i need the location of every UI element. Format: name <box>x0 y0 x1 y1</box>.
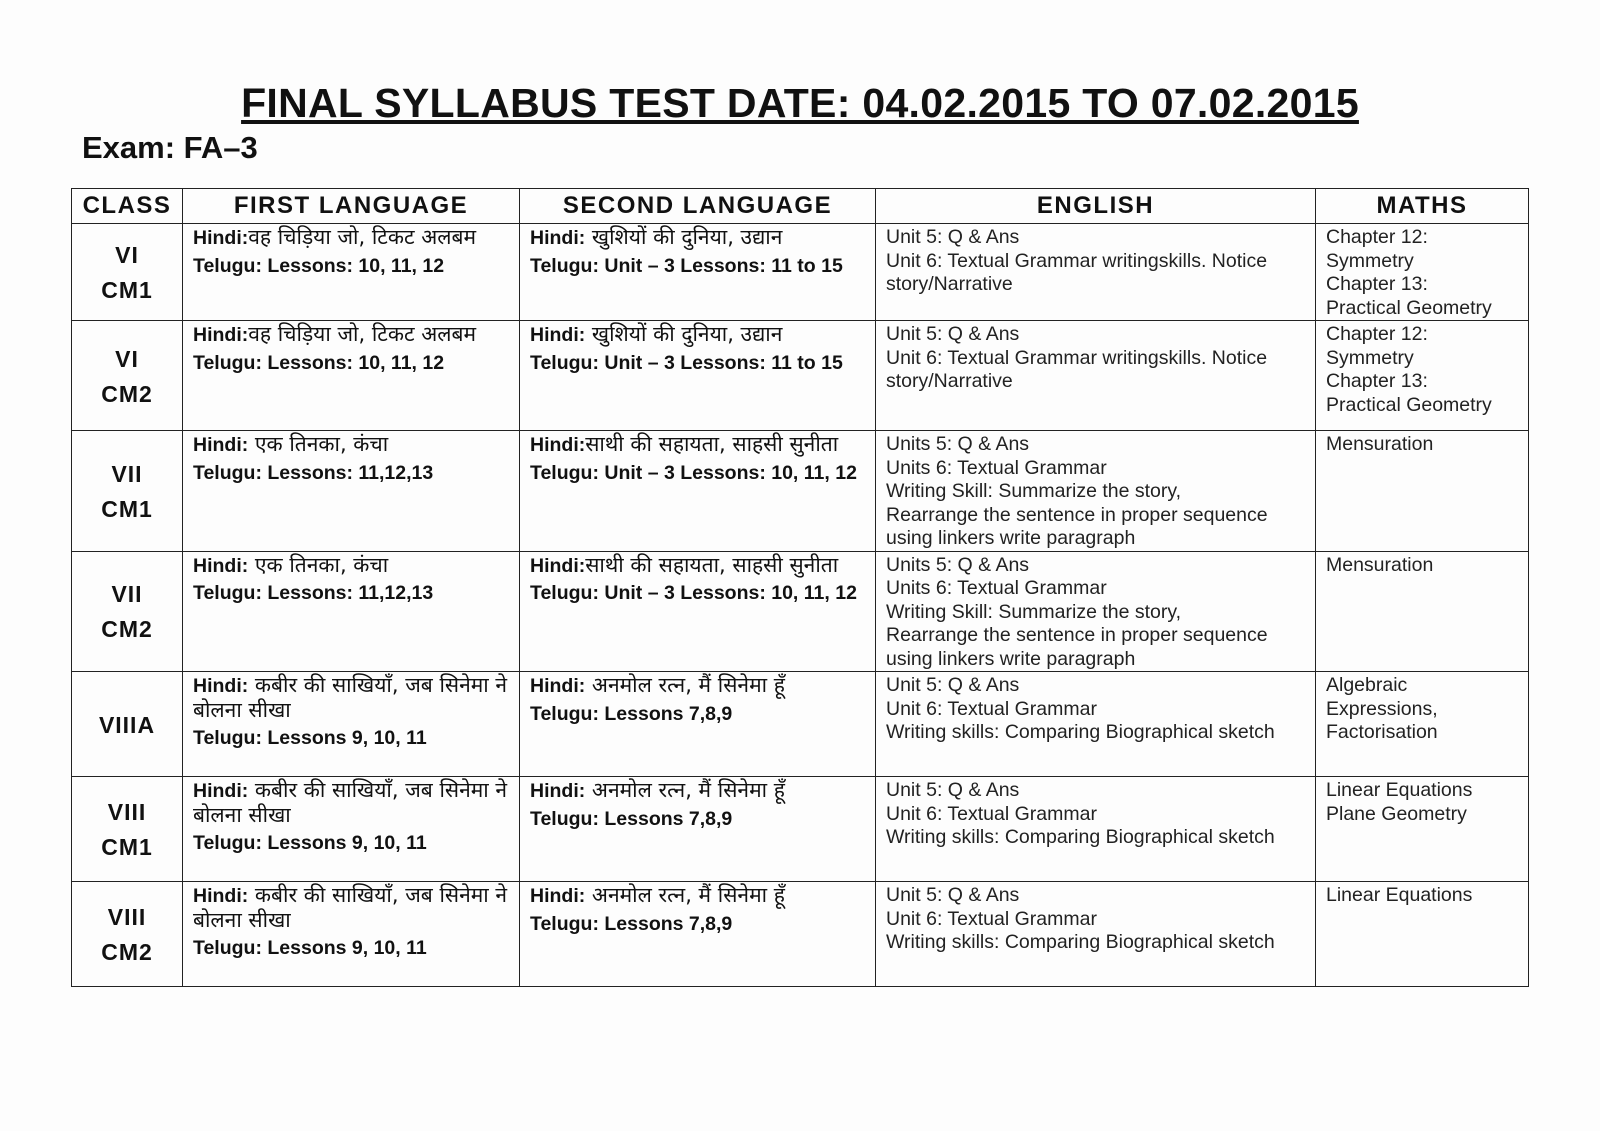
hindi-line <box>530 884 865 909</box>
english-line: Writing Skill: Summarize the story, <box>886 600 1182 623</box>
hindi-label: Hindi: <box>530 780 586 802</box>
table-row <box>72 431 1529 552</box>
maths-line: Linear Equations <box>1326 884 1473 906</box>
telugu-line: Telugu: Unit – 3 Lessons: 11 to 15 <box>530 254 843 277</box>
first-language-cell <box>183 224 520 321</box>
telugu-line: Telugu: Lessons 9, 10, 11 <box>193 832 427 854</box>
telugu-line: Telugu: Lessons 9, 10, 11 <box>193 727 427 749</box>
english-cell <box>876 672 1316 777</box>
header-class: CLASS <box>72 189 183 224</box>
maths-line: Expressions, <box>1326 697 1438 720</box>
header-second-language: SECOND LANGUAGE <box>520 189 876 224</box>
hindi-label: Hindi: <box>530 885 586 907</box>
english-line: Unit 5: Q & Ans <box>886 779 1020 801</box>
hindi-line <box>530 554 865 579</box>
english-cell <box>876 431 1316 552</box>
first-language-cell <box>183 672 520 777</box>
second-language-cell <box>520 224 876 321</box>
hindi-line <box>193 433 509 458</box>
hindi-label: Hindi: <box>530 434 586 456</box>
english-line: Unit 5: Q & Ans <box>886 674 1020 696</box>
english-line: Units 5: Q & Ans <box>886 553 1030 576</box>
maths-cell <box>1316 551 1529 672</box>
class-name: VII <box>111 581 143 608</box>
hindi-line <box>193 779 509 828</box>
english-cell <box>876 777 1316 882</box>
hindi-text: साथी की सहायता, साहसी सुनीता <box>585 432 839 456</box>
second-language-cell <box>520 882 876 987</box>
second-language-cell <box>520 672 876 777</box>
maths-line: Chapter 12: <box>1326 226 1428 248</box>
hindi-label: Hindi: <box>193 780 249 802</box>
second-language-cell <box>520 551 876 672</box>
hindi-text: कबीर की साखियाँ, जब सिनेमा ने बोलना सीखा <box>193 778 508 827</box>
class-cell <box>72 882 183 987</box>
maths-line: Symmetry <box>1326 249 1414 272</box>
english-line: Unit 6: Textual Grammar writingskills. Notice story/Narrative <box>886 249 1268 295</box>
class-section: CM1 <box>101 834 153 860</box>
class-section: CM2 <box>101 380 153 407</box>
maths-line: Mensuration <box>1326 553 1434 576</box>
english-cell <box>876 551 1316 672</box>
maths-line: Chapter 13: <box>1326 273 1428 295</box>
hindi-label: Hindi: <box>193 554 249 577</box>
hindi-text: एक तिनका, कंचा <box>248 432 389 456</box>
hindi-line <box>193 323 509 348</box>
telugu-line: Telugu: Lessons 7,8,9 <box>530 702 733 725</box>
english-line: Unit 5: Q & Ans <box>886 884 1020 906</box>
english-line: Unit 5: Q & Ans <box>886 226 1020 248</box>
hindi-text: अनमोल रत्न, मैं सिनेमा हूँ <box>585 778 785 802</box>
telugu-line: Telugu: Lessons: 10, 11, 12 <box>193 351 445 374</box>
english-line: Units 6: Textual Grammar <box>886 577 1107 599</box>
english-line: Writing skills: Comparing Biographical sketch <box>886 931 1275 953</box>
first-language-cell <box>183 431 520 552</box>
hindi-label: Hindi: <box>193 227 249 249</box>
english-line: Writing Skill: Summarize the story, <box>886 480 1182 502</box>
class-name: VIII <box>107 904 147 930</box>
english-line: Unit 6: Textual Grammar <box>886 907 1097 930</box>
hindi-label: Hindi: <box>530 324 586 346</box>
english-line: Rearrange the sentence in proper sequence using linkers write paragraph <box>886 503 1268 549</box>
hindi-text: कबीर की साखियाँ, जब सिनेमा ने बोलना सीखा <box>193 883 508 932</box>
second-language-cell <box>520 777 876 882</box>
class-name: VIII <box>107 799 147 825</box>
hindi-label: Hindi: <box>193 434 249 456</box>
hindi-line <box>530 433 865 458</box>
hindi-label: Hindi: <box>530 227 586 249</box>
first-language-cell <box>183 321 520 431</box>
first-language-cell <box>183 777 520 882</box>
table-row <box>72 882 1529 987</box>
table-row <box>72 321 1529 431</box>
header-first-language: FIRST LANGUAGE <box>183 189 520 224</box>
hindi-label: Hindi: <box>530 554 586 577</box>
second-language-cell <box>520 321 876 431</box>
hindi-line <box>193 884 509 933</box>
class-cell <box>72 672 183 777</box>
maths-line: Practical Geometry <box>1326 393 1492 416</box>
maths-line: Chapter 13: <box>1326 370 1428 392</box>
maths-line: Symmetry <box>1326 346 1414 369</box>
class-section: CM2 <box>101 616 153 643</box>
class-name: VI <box>115 242 139 268</box>
hindi-label: Hindi: <box>193 675 249 697</box>
class-section: CM1 <box>101 277 153 303</box>
english-cell <box>876 882 1316 987</box>
hindi-line <box>530 323 865 348</box>
hindi-line <box>193 226 509 251</box>
telugu-line: Telugu: Lessons: 11,12,13 <box>193 461 434 484</box>
hindi-text: एक तिनका, कंचा <box>248 552 389 577</box>
table-row <box>72 224 1529 321</box>
class-cell <box>72 321 183 431</box>
english-cell <box>876 224 1316 321</box>
maths-line: Algebraic <box>1326 674 1408 696</box>
telugu-line: Telugu: Lessons 7,8,9 <box>530 912 733 935</box>
class-cell <box>72 431 183 552</box>
first-language-cell <box>183 551 520 672</box>
page-title: FINAL SYLLABUS TEST DATE: 04.02.2015 TO 07.02.2015 <box>241 80 1359 126</box>
telugu-line: Telugu: Unit – 3 Lessons: 10, 11, 12 <box>530 461 857 484</box>
hindi-line <box>193 674 509 723</box>
maths-line: Chapter 12: <box>1326 323 1428 345</box>
english-line: Units 5: Q & Ans <box>886 433 1030 455</box>
maths-line: Factorisation <box>1326 721 1438 743</box>
hindi-line <box>530 674 865 699</box>
maths-cell <box>1316 777 1529 882</box>
second-language-cell <box>520 431 876 552</box>
hindi-label: Hindi: <box>193 885 249 907</box>
maths-line: Mensuration <box>1326 433 1434 455</box>
english-line: Rearrange the sentence in proper sequence using linkers write paragraph <box>886 624 1268 670</box>
english-line: Unit 6: Textual Grammar <box>886 697 1097 720</box>
maths-line: Linear Equations <box>1326 779 1473 801</box>
hindi-text: अनमोल रत्न, मैं सिनेमा हूँ <box>585 673 785 697</box>
class-cell <box>72 551 183 672</box>
hindi-text: कबीर की साखियाँ, जब सिनेमा ने बोलना सीखा <box>193 673 508 722</box>
telugu-line: Telugu: Unit – 3 Lessons: 10, 11, 12 <box>530 582 857 604</box>
telugu-line: Telugu: Lessons 9, 10, 11 <box>193 937 427 959</box>
header-english: ENGLISH <box>876 189 1316 224</box>
english-cell <box>876 321 1316 431</box>
hindi-line <box>193 554 509 579</box>
hindi-label: Hindi: <box>530 675 586 697</box>
hindi-text: वह चिड़िया जो, टिकट अलबम <box>248 322 477 346</box>
maths-cell <box>1316 882 1529 987</box>
class-cell <box>72 777 183 882</box>
exam-label: Exam: FA–3 <box>82 130 258 165</box>
hindi-line <box>530 226 865 251</box>
telugu-line: Telugu: Unit – 3 Lessons: 11 to 15 <box>530 351 843 374</box>
maths-cell <box>1316 672 1529 777</box>
table-row <box>72 672 1529 777</box>
english-line: Writing skills: Comparing Biographical sketch <box>886 721 1275 743</box>
hindi-text: खुशियों की दुनिया, उद्यान <box>585 225 783 249</box>
class-section: CM1 <box>101 495 153 522</box>
telugu-line: Telugu: Lessons: 11,12,13 <box>193 582 434 604</box>
english-line: Unit 6: Textual Grammar <box>886 802 1097 825</box>
maths-line: Practical Geometry <box>1326 296 1492 319</box>
table-row <box>72 551 1529 672</box>
hindi-line <box>530 779 865 804</box>
hindi-label: Hindi: <box>193 324 249 346</box>
telugu-line: Telugu: Lessons: 10, 11, 12 <box>193 254 445 277</box>
hindi-text: वह चिड़िया जो, टिकट अलबम <box>248 225 477 249</box>
hindi-text: साथी की सहायता, साहसी सुनीता <box>585 552 839 577</box>
maths-line: Plane Geometry <box>1326 802 1467 825</box>
header-maths: MATHS <box>1316 189 1529 224</box>
english-line: Unit 5: Q & Ans <box>886 323 1020 345</box>
class-section: CM2 <box>101 939 153 965</box>
class-name: VII <box>111 460 143 487</box>
table-header-row <box>72 189 1529 224</box>
class-cell <box>72 224 183 321</box>
table-row <box>72 777 1529 882</box>
maths-cell <box>1316 224 1529 321</box>
class-name: VI <box>115 345 139 372</box>
hindi-text: खुशियों की दुनिया, उद्यान <box>585 322 783 346</box>
hindi-text: अनमोल रत्न, मैं सिनेमा हूँ <box>585 883 785 907</box>
maths-cell <box>1316 431 1529 552</box>
english-line: Unit 6: Textual Grammar writingskills. Notice story/Narrative <box>886 346 1268 392</box>
english-line: Units 6: Textual Grammar <box>886 456 1107 479</box>
maths-cell <box>1316 321 1529 431</box>
telugu-line: Telugu: Lessons 7,8,9 <box>530 807 733 830</box>
syllabus-table <box>71 188 1529 987</box>
class-name: VIIIA <box>98 711 156 738</box>
english-line: Writing skills: Comparing Biographical sketch <box>886 826 1275 848</box>
first-language-cell <box>183 882 520 987</box>
